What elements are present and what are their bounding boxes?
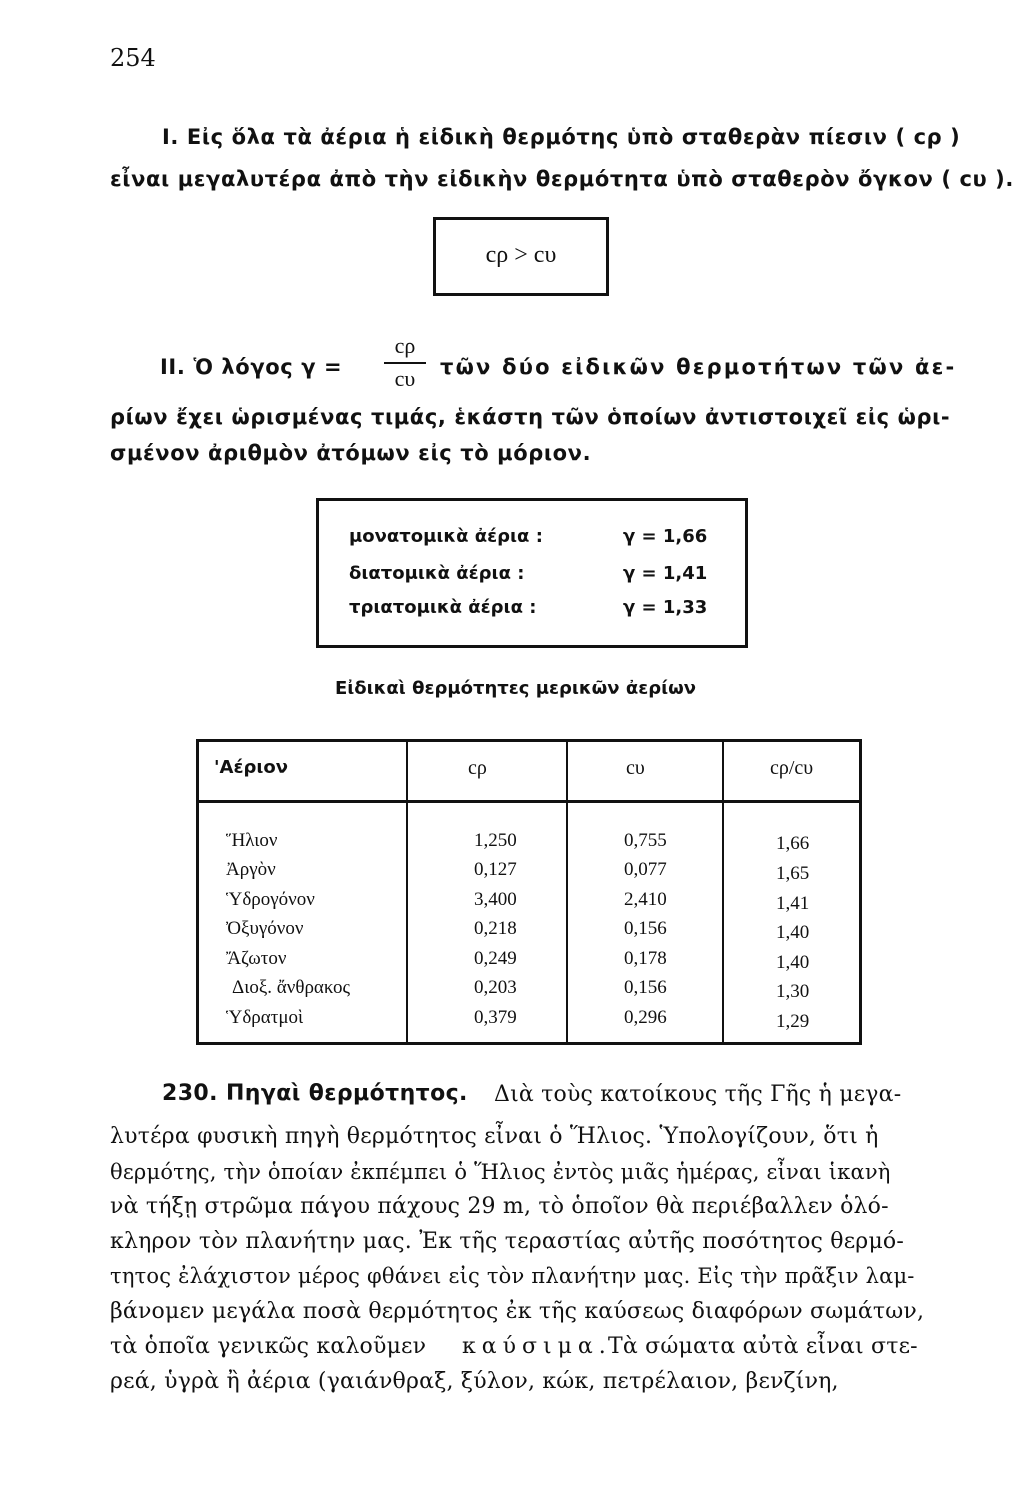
table-header-cp: cρ bbox=[468, 757, 487, 779]
table-cell-cv: 0,178 bbox=[624, 948, 667, 969]
section-ii-prefix: II. Ὁ λόγος γ = bbox=[160, 355, 343, 379]
page-number: 254 bbox=[110, 44, 156, 72]
table-cell-cp: 3,400 bbox=[474, 889, 517, 910]
table-cell-cv: 0,156 bbox=[624, 918, 667, 939]
fraction-numerator: cρ bbox=[394, 333, 416, 358]
table-column-divider bbox=[566, 742, 568, 1042]
section-i-line-2: εἶναι μεγαλυτέρα ἀπὸ τὴν εἰδικὴν θερμότητα ὑπὸ σταθερὸν ὄγκον ( cυ ). bbox=[110, 167, 1014, 191]
section-ii-suffix: τῶν δύο εἰδικῶν θερμοτήτων τῶν ἀε- bbox=[440, 355, 957, 379]
section-i-line-1: I. Εἰς ὅλα τὰ ἀέρια ἡ εἰδικὴ θερμότης ὑπὸ σταθερὰν πίεσιν ( cρ ) bbox=[162, 125, 961, 149]
table-cell-cp: 0,203 bbox=[474, 977, 517, 998]
section-230-line-3: θερμότης, τὴν ὁποίαν ἐκπέμπει ὁ Ἥλιος ἐντὸς μιᾶς ἡμέρας, εἶναι ἱκανὴ bbox=[110, 1160, 891, 1184]
table-cell-cp: 1,250 bbox=[474, 830, 517, 851]
table-cell-cv: 0,156 bbox=[624, 977, 667, 998]
section-230-line-2: λυτέρα φυσικὴ πηγὴ θερμότητος εἶναι ὁ Ἥλιος. Ὑπολογίζουν, ὅτι ἡ bbox=[110, 1124, 879, 1149]
table-header-ratio: cρ/cυ bbox=[770, 757, 814, 779]
section-230-line-8c: Τὰ σώματα αὐτὰ εἶναι στε- bbox=[608, 1334, 918, 1359]
table-cell-gas: Ὑδρατμοὶ bbox=[226, 1007, 304, 1028]
table-cell-cp: 0,379 bbox=[474, 1007, 517, 1028]
section-230-line-9: ρεά, ὑγρὰ ἢ ἀέρια (γαιάνθραξ, ξύλον, κώκ, πετρέλαιον, βενζίνη, bbox=[110, 1369, 839, 1394]
table-cell-gas: Ἥλιον bbox=[226, 830, 278, 851]
gamma-values-box bbox=[316, 498, 748, 648]
formula-text: cρ > cυ bbox=[485, 242, 557, 268]
table-cell-ratio: 1,41 bbox=[776, 893, 810, 914]
table-cell-cv: 2,410 bbox=[624, 889, 667, 910]
table-title: Εἰδικαὶ θερμότητες μερικῶν ἀερίων bbox=[334, 678, 697, 699]
table-cell-gas: Διοξ. ἄνθρακος bbox=[232, 977, 351, 998]
gamma-row-label: διατομικὰ ἀέρια : bbox=[349, 563, 525, 584]
section-230-line-7: βάνομεν μεγάλα ποσὰ θερμότητος ἐκ τῆς καύσεως διαφόρων σωμάτων, bbox=[110, 1299, 925, 1324]
table-cell-ratio: 1,65 bbox=[776, 863, 810, 884]
table-cell-cp: 0,249 bbox=[474, 948, 517, 969]
table-column-divider bbox=[406, 742, 408, 1042]
section-230-line-4: νὰ τήξῃ στρῶμα πάγου πάχους 29 m, τὸ ὁποῖον θὰ περιέβαλλεν ὁλό- bbox=[110, 1194, 889, 1219]
section-ii-line-2: ρίων ἔχει ὡρισμένας τιμάς, ἑκάστη τῶν ὁποίων ἀντιστοιχεῖ εἰς ὡρι- bbox=[110, 405, 951, 429]
table-cell-cp: 0,127 bbox=[474, 859, 517, 880]
section-230-line-1: Διὰ τοὺς κατοίκους τῆς Γῆς ἡ μεγα- bbox=[494, 1082, 902, 1107]
table-cell-ratio: 1,30 bbox=[776, 981, 810, 1002]
table-cell-gas: Ὀξυγόνον bbox=[226, 918, 304, 939]
section-230-line-6: τητος ἐλάχιστον μέρος φθάνει εἰς τὸν πλανήτην μας. Εἰς τὴν πρᾶξιν λαμ- bbox=[110, 1264, 915, 1288]
section-230-line-8a: τὰ ὁποῖα γενικῶς καλοῦμεν bbox=[110, 1334, 427, 1359]
table-cell-gas: Ἄζωτον bbox=[226, 948, 287, 969]
fraction-denominator: cυ bbox=[394, 366, 416, 391]
table-cell-gas: Ὑδρογόνον bbox=[226, 889, 315, 910]
table-column-divider bbox=[722, 742, 724, 1042]
table-cell-ratio: 1,40 bbox=[776, 922, 810, 943]
table-cell-ratio: 1,29 bbox=[776, 1011, 810, 1032]
section-ii-line-3: σμένον ἀριθμὸν ἀτόμων εἰς τὸ μόριον. bbox=[110, 441, 592, 465]
gamma-row-label: τριατομικὰ ἀέρια : bbox=[349, 597, 537, 618]
table-cell-cv: 0,296 bbox=[624, 1007, 667, 1028]
gamma-row-label: μονατομικὰ ἀέρια : bbox=[349, 526, 543, 547]
table-cell-cp: 0,218 bbox=[474, 918, 517, 939]
table-header-divider bbox=[196, 800, 862, 803]
section-230-line-5: κληρον τὸν πλανήτην μας. Ἐκ τῆς τεραστίας αὐτῆς ποσότητος θερμό- bbox=[110, 1229, 905, 1254]
table-cell-cv: 0,077 bbox=[624, 859, 667, 880]
table-cell-gas: Ἀργὸν bbox=[226, 859, 276, 880]
table-cell-ratio: 1,66 bbox=[776, 833, 810, 854]
gamma-row-value: γ = 1,33 bbox=[623, 597, 708, 618]
gamma-row-value: γ = 1,41 bbox=[623, 563, 708, 584]
table-header-gas: 'Αέριον bbox=[214, 757, 288, 778]
section-230-heading: 230. Πηγαὶ θερμότητος. bbox=[162, 1081, 468, 1106]
table-cell-ratio: 1,40 bbox=[776, 952, 810, 973]
fraction-line bbox=[384, 362, 426, 364]
formula-box bbox=[433, 217, 609, 296]
gamma-row-value: γ = 1,66 bbox=[623, 526, 708, 547]
table-cell-cv: 0,755 bbox=[624, 830, 667, 851]
table-header-cv: cυ bbox=[626, 757, 645, 779]
section-230-line-8b: καύσιμα. bbox=[462, 1334, 612, 1359]
